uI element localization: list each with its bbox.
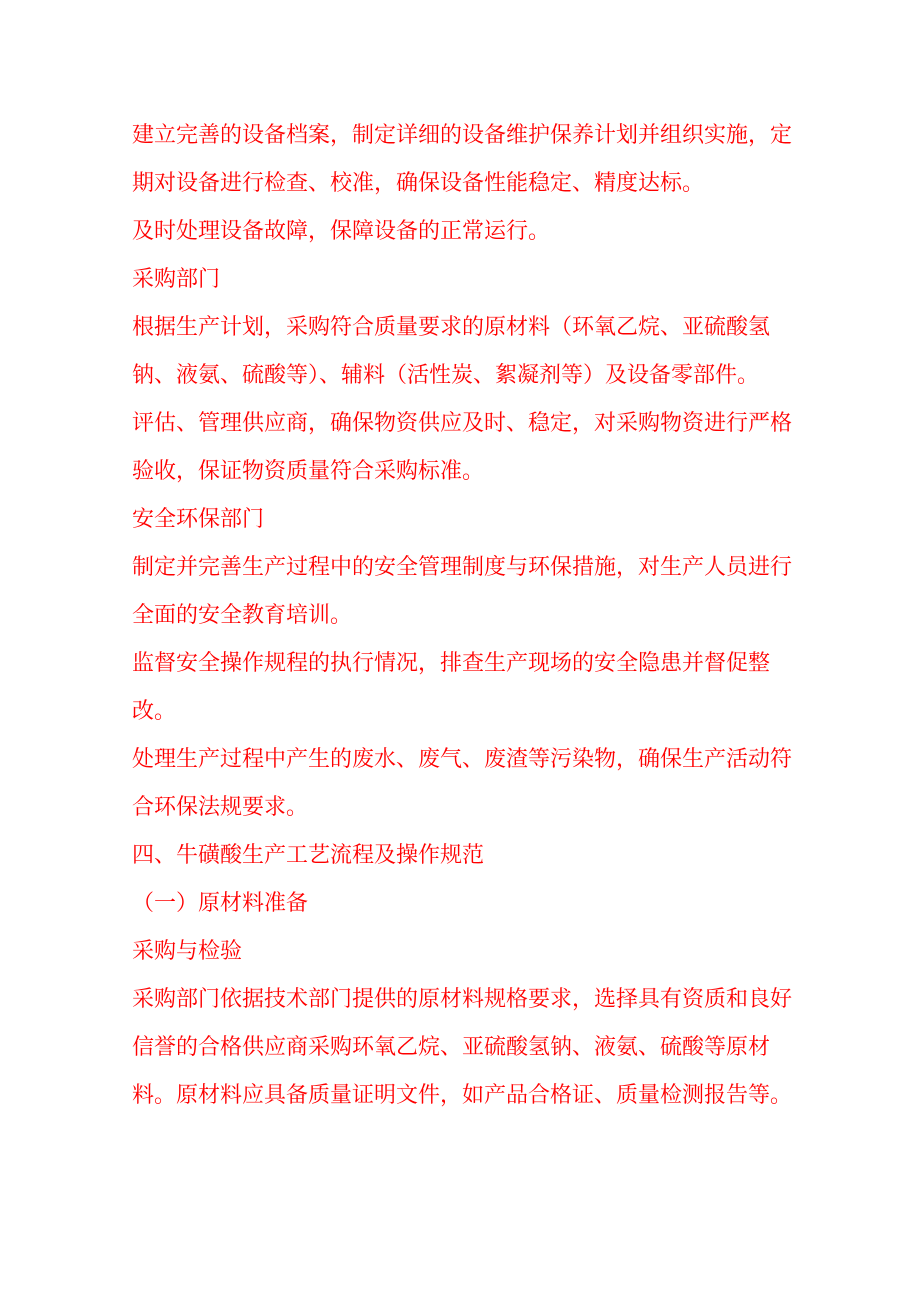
heading-purchase-inspection: 采购与检验: [132, 939, 243, 964]
paragraph-equipment-archive: 建立完善的设备档案，制定详细的设备维护保养计划并组织实施，定期对设备进行检查、校准，确保设备性能稳定、精度达标。: [132, 123, 793, 196]
paragraph-purchasing-plan: 根据生产计划，采购符合质量要求的原材料（环氧乙烷、亚硫酸氢钠、液氨、硫酸等）、辅料（活性炭、絮凝剂等）及设备零部件。: [132, 315, 771, 388]
paragraph-supplier-management: 评估、管理供应商，确保物资供应及时、稳定，对采购物资进行严格验收，保证物资质量符合采购标准。: [132, 411, 793, 484]
heading-section-four: 四、牛磺酸生产工艺流程及操作规范: [132, 843, 485, 868]
paragraph-pollution-treatment: 处理生产过程中产生的废水、废气、废渣等污染物，确保生产活动符合环保法规要求。: [132, 747, 793, 820]
heading-raw-material-prep: （一）原材料准备: [132, 891, 309, 916]
paragraph-raw-material-purchase: 采购部门依据技术部门提供的原材料规格要求，选择具有资质和良好信誉的合格供应商采购环氧乙烷、亚硫酸氢钠、液氨、硫酸等原材料。原材料应具备质量证明文件，如产品合格证、质量检测报告等。: [132, 987, 793, 1108]
paragraph-equipment-fault: 及时处理设备故障，保障设备的正常运行。: [132, 219, 551, 244]
paragraph-safety-system: 制定并完善生产过程中的安全管理制度与环保措施，对生产人员进行全面的安全教育培训。: [132, 555, 793, 628]
paragraph-safety-supervision: 监督安全操作规程的执行情况，排查生产现场的安全隐患并督促整改。: [132, 651, 771, 724]
heading-safety-environment-department: 安全环保部门: [132, 507, 265, 532]
heading-purchasing-department: 采购部门: [132, 267, 221, 292]
document-body: [132, 112, 804, 1120]
